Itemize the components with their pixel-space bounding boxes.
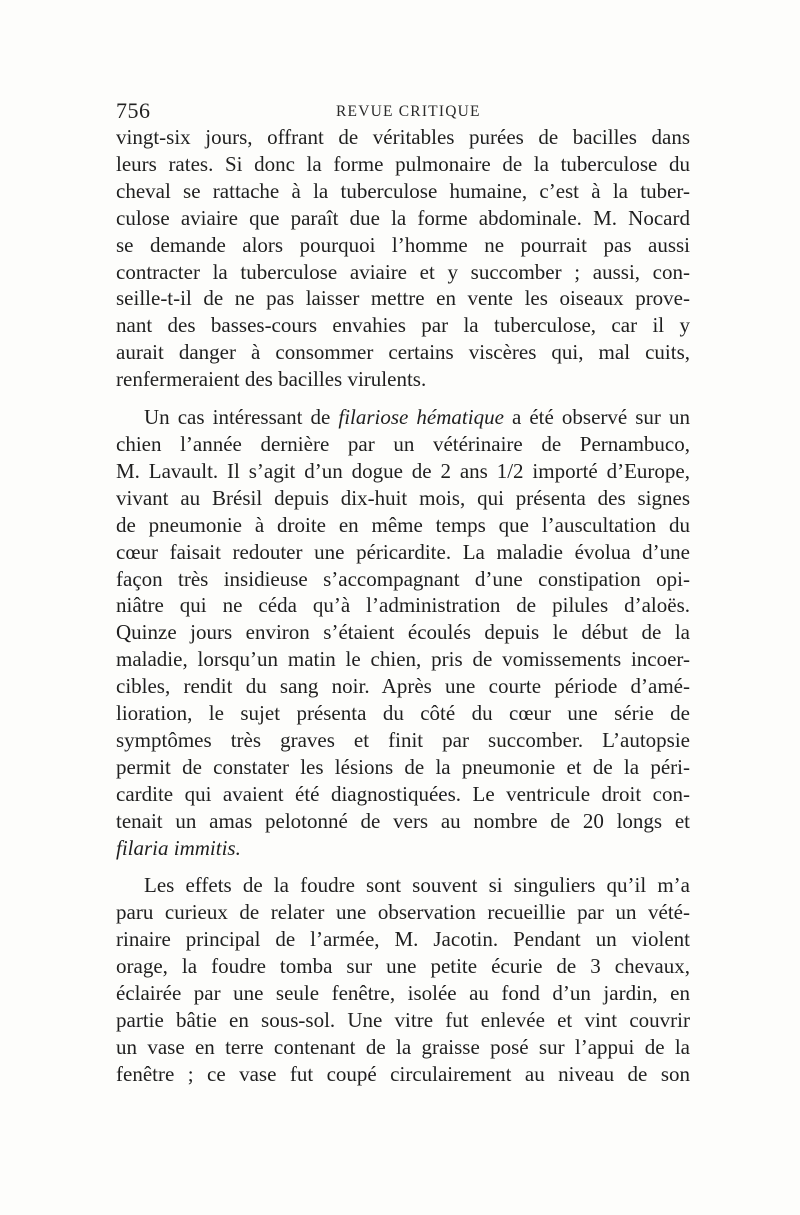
text-line: paru curieux de relater une observation recueillie par un vété- (116, 900, 690, 925)
text-line: M. Lavault. Il s’agit d’un dogue de 2 ans 1/2 importé d’Europe, (116, 458, 690, 483)
text-line: cardite qui avaient été diagnostiquées. Le ventricule droit con- (116, 781, 690, 806)
text-line: tenait un amas pelotonné de vers au nombre de 20 longs et (116, 808, 690, 833)
text-line: Quinze jours environ s’étaient écoulés depuis le début de la (116, 620, 690, 645)
text-run: a été observé sur un (503, 405, 690, 430)
text-line: Les effets de la foudre sont souvent si singuliers qu’il m’a (144, 873, 690, 898)
paragraph-tuberculosis (116, 124, 690, 393)
text-line: lioration, le sujet présenta du côté du cœur une série de (116, 701, 690, 726)
italic-term: filariose hématique (338, 405, 504, 430)
running-head (116, 98, 690, 124)
text-line: nant des basses-cours envahies par la tuberculose, car il y (116, 313, 690, 338)
text-line: se demande alors pourquoi l’homme ne pourrait pas aussi (116, 232, 690, 257)
italic-term: filaria immitis. (116, 835, 241, 860)
text-line (116, 835, 690, 862)
text-line: maladie, lorsqu’un matin le chien, pris de vomissements incoer- (116, 647, 690, 672)
paragraph-foudre (116, 872, 690, 1087)
text-line: cheval se rattache à la tuberculose humaine, c’est à la tuber- (116, 178, 690, 203)
text-line: chien l’année dernière par un vétérinaire de Pernambuco, (116, 431, 690, 456)
body-text (116, 124, 690, 1088)
text-line: orage, la foudre tomba sur une petite écurie de 3 chevaux, (116, 954, 690, 979)
page-number: 756 (116, 98, 151, 123)
text-line: rinaire principal de l’armée, M. Jacotin. Pendant un violent (116, 927, 690, 952)
text-line: leurs rates. Si donc la forme pulmonaire de la tuberculose du (116, 151, 690, 176)
text-line: éclairée par une seule fenêtre, isolée au fond d’un jardin, en (116, 981, 690, 1006)
text-line: contracter la tuberculose aviaire et y succomber ; aussi, con- (116, 259, 690, 284)
text-line: cœur faisait redouter une péricardite. La maladie évolua d’une (116, 539, 690, 564)
text-run: Un cas intéressant de (144, 405, 339, 430)
text-line: vingt-six jours, offrant de véritables purées de bacilles dans (116, 125, 690, 149)
text-line: façon très insidieuse s’accompagnant d’une constipation opi- (116, 566, 690, 591)
text-line: un vase en terre contenant de la graisse posé sur l’appui de la (116, 1034, 690, 1059)
text-line: de pneumonie à droite en même temps que l’auscultation du (116, 512, 690, 537)
text-line: partie bâtie en sous-sol. Une vitre fut enlevée et vint couvrir (116, 1008, 690, 1032)
text-line: permit de constater les lésions de la pneumonie et de la péri- (116, 754, 690, 779)
text-line: renfermeraient des bacilles virulents. (116, 367, 427, 392)
text-line: niâtre qui ne céda qu’à l’administration de pilules d’aloës. (116, 593, 690, 618)
text-line: culose aviaire que paraît due la forme abdominale. M. Nocard (116, 205, 690, 230)
journal-title: REVUE CRITIQUE (336, 103, 481, 120)
text-line: vivant au Brésil depuis dix-huit mois, qui présenta des signes (116, 485, 690, 510)
text-line: fenêtre ; ce vase fut coupé circulairement au niveau de son (116, 1061, 690, 1086)
text-line: cibles, rendit du sang noir. Après une courte période d’amé- (116, 674, 690, 699)
text-line: seille-t-il de ne pas laisser mettre en vente les oiseaux prove- (116, 286, 690, 311)
text-line: aurait danger à consommer certains viscères qui, mal cuits, (116, 340, 690, 365)
paragraph-filariose (116, 404, 690, 861)
text-line (116, 404, 690, 431)
text-line: symptômes très graves et finit par succomber. L’autopsie (116, 727, 690, 752)
